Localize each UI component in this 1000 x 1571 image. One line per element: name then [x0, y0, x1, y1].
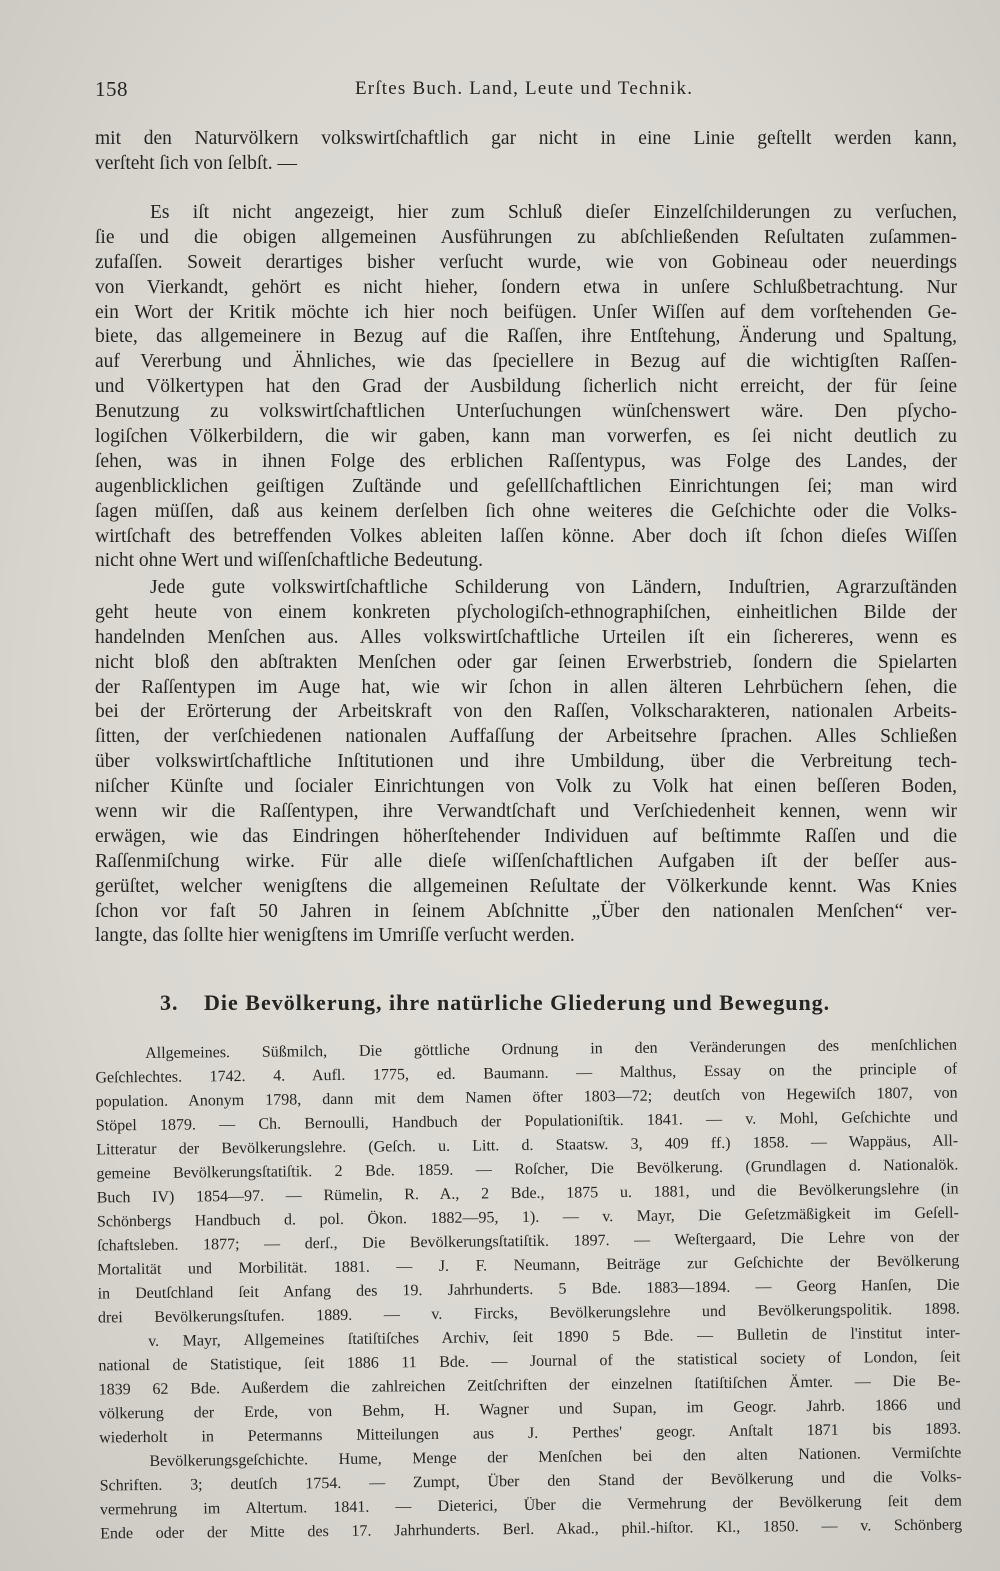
page-number: 158	[95, 77, 128, 101]
text-line: Jede gute volkswirtſchaftliche Schilderung von Ländern, Induſtrien, Agrarzuſtänden	[150, 577, 957, 598]
text-line: Buch IV) 1854—97. — Rümelin, R. A., 2 Bde., 1875 u. 1881, und die Bevölkerungslehre (in	[96, 1180, 959, 1207]
text-line: augenblicklichen geiſtigen Zuſtände und geſellſchaftlichen Einrichtungen ſei; man wird	[95, 475, 957, 497]
text-line: wenn wir die Raſſentypen, ihre Verwandtſchaft und Verſchiedenheit kennen, wenn wir	[95, 801, 957, 823]
text-line: ein Wort der Kritik möchte ich hier noch beifügen. Unſer Wiſſen auf dem vorſtehenden Ge-	[95, 301, 957, 323]
text-line: vermehrung im Altertum. 1841. — Dieterici, Über die Vermehrung der Bevölkerung ſeit dem	[99, 1492, 962, 1519]
text-line: Bevölkerungsgeſchichte. Hume, Menge der Menſchen bei den alten Nationen. Vermiſchte	[149, 1444, 962, 1470]
text-line: wirtſchaft des betreffenden Volkes ableiten laſſen könne. Aber doch iſt ſchon dieſes Wiſſen	[95, 525, 957, 547]
text-line: auf Vererbung und Ähnliches, wie das ſpeciellere in Bezug auf die wichtigſten Raſſen-	[95, 351, 957, 373]
text-line: ſitten, der verſchiedenen nationalen Auffaſſung der Arbeitsehre ſprachen. Alles Schließen	[95, 726, 957, 748]
text-line: von Vierkandt, gehört es nicht hieher, ſondern etwa in unſere Schlußbetrachtung. Nur	[95, 276, 957, 298]
text-line: ſehen, was in ihnen Folge des erblichen Raſſentypus, was Folge des Landes, der	[95, 450, 957, 472]
paragraph-continued	[95, 127, 957, 177]
text-line: gemeine Bevölkerungsſtatiſtik. 2 Bde. 1859. — Roſcher, Die Bevölkerung. (Grundlagen d. Nationalök.	[96, 1156, 959, 1183]
text-line: ſchon vor faſt 50 Jahren in ſeinem Abſchnitte „Über den nationalen Menſchen“ ver-	[95, 900, 957, 922]
text-line: Stöpel 1879. — Ch. Bernoulli, Handbuch der Populationiſtik. 1841. — v. Mohl, Geſchichte und	[95, 1108, 958, 1135]
text-line: v. Mayr, Allgemeines ſtatiſtiſches Archiv, ſeit 1890 5 Bde. — Bulletin de l'institut inter-	[148, 1324, 961, 1350]
text-line: nicht bloß den abſtrakten Menſchen oder gar ſeinen Erwerbstrieb, ſondern die Spielarten	[95, 651, 957, 673]
text-line: erwägen, wie das Eindringen höherſtehender Individuen auf beſtimmte Raſſen und die	[95, 825, 957, 847]
text-line: drei Bevölkerungsſtufen. 1889. — v. Fircks, Bevölkerungslehre und Bevölkerungspolitik. 1898.	[97, 1300, 960, 1327]
paragraph	[95, 201, 957, 574]
bibliography	[95, 1033, 962, 1546]
text-line: ſchaftsleben. 1877; — derſ., Die Bevölkerungsſtatiſtik. 1897. — Weſtergaard, Die Lehre von der	[97, 1228, 960, 1255]
text-line: verſteht ſich von ſelbſt. —	[95, 152, 297, 174]
text-line: Geſchlechtes. 1742. 4. Aufl. 1775, ed. Baumann. — Malthus, Essay on the principle of	[95, 1060, 958, 1087]
text-line: nicht ohne Wert und wiſſenſchaftliche Bedeutung.	[95, 550, 483, 572]
text-line: mit den Naturvölkern volkswirtſchaftlich gar nicht in eine Linie geſtellt werden kann,	[95, 128, 957, 149]
bibliography-paragraph	[98, 1321, 961, 1450]
text-line: Benutzung zu volkswirtſchaftlichen Unterſuchungen wünſchenswert wäre. Den pſycho-	[95, 401, 957, 423]
text-line: biete, das allgemeinere in Bezug auf die Raſſen, ihre Entſtehung, Änderung und Spaltung,	[95, 326, 957, 348]
text-line: völkerung der Erde, von Behm, H. Wagner und Supan, im Geogr. Jahrb. 1866 und	[98, 1396, 961, 1423]
text-line: ſagen müſſen, daß aus keinem derſelben ſich ohne weiteres die Geſchichte oder die Volks-	[95, 500, 957, 522]
section-title: Die Bevölkerung, ihre natürliche Gliederung und Bewegung.	[204, 990, 831, 1015]
text-line: wiederholt in Petermanns Mitteilungen aus J. Perthes' geogr. Anſtalt 1871 bis 1893.	[99, 1420, 962, 1447]
text-line: 1839 62 Bde. Außerdem die zahlreichen Zeitſchriften der einzelnen ſtatiſtiſchen Ämter. — Die Be-	[98, 1372, 961, 1399]
text-line: langte, das ſollte hier wenigſtens im Umriſſe verſucht werden.	[95, 925, 575, 947]
section-heading	[160, 988, 900, 1018]
bibliography-paragraph	[99, 1441, 962, 1546]
paragraph	[95, 576, 957, 949]
text-line: zufaſſen. Soweit derartiges bisher verſucht wurde, wie von Gobineau oder neuerdings	[95, 251, 957, 273]
text-line: ſie und die obigen allgemeinen Ausführungen zu abſchließenden Reſultaten zuſammen-	[95, 226, 957, 248]
text-line: Ende oder der Mitte des 17. Jahrhunderts. Berl. Akad., phil.-hiſtor. Kl., 1850. — v. Schönberg	[100, 1516, 963, 1543]
section-number: 3.	[160, 990, 179, 1015]
text-line: in Deutſchland ſeit Anfang des 19. Jahrhunderts. 5 Bde. 1883—1894. — Georg Hanſen, Die	[97, 1276, 960, 1303]
text-line: Es iſt nicht angezeigt, hier zum Schluß dieſer Einzelſchilderungen zu verſuchen,	[150, 202, 957, 223]
text-line: Schriften. 3; deutſch 1754. — Zumpt, Über den Stand der Bevölkerung und die Volks-	[99, 1468, 962, 1495]
text-line: gerüſtet, welcher wenigſtens die allgemeinen Reſultate der Völkerkunde kennt. Was Knies	[95, 875, 957, 897]
running-header	[95, 74, 957, 104]
text-line: und Völkertypen hat den Grad der Ausbildung ſicherlich nicht erreicht, der für ſeine	[95, 376, 957, 398]
bibliography-paragraph	[95, 1033, 960, 1330]
text-line: niſcher Künſte und ſocialer Einrichtungen von Volk zu Volk hat einen beſſeren Boden,	[95, 776, 957, 798]
text-line: population. Anonym 1798, dann mit dem Namen öfter 1803—72; deutſch von Hegewiſch 1807, von	[95, 1084, 958, 1111]
text-line: Allgemeines. Süßmilch, Die göttliche Ordnung in den Veränderungen des menſchlichen	[145, 1036, 958, 1062]
text-line: handelnden Menſchen aus. Alles volkswirtſchaftliche Urteilen iſt ein ſichereres, wenn es	[95, 626, 957, 648]
text-line: national de Statistique, ſeit 1886 11 Bde. — Journal of the statistical society of London, ſeit	[98, 1348, 961, 1375]
text-line: geht heute von einem konkreten pſychologiſch-ethnographiſchen, einheitlichen Bilde der	[95, 601, 957, 623]
text-line: logiſchen Völkerbildern, die wir gaben, kann man vorwerfen, es ſei nicht deutlich zu	[95, 426, 957, 448]
text-line: Mortalität und Morbilität. 1881. — J. F. Neumann, Beiträge zur Geſchichte der Bevölkerung	[97, 1252, 960, 1279]
text-line: bei der Erörterung der Arbeitskraft von den Raſſen, Volkscharakteren, nationalen Arbeits-	[95, 701, 957, 723]
text-line: der Raſſentypen im Auge hat, wie wir ſchon in allen älteren Lehrbüchern ſehen, die	[95, 676, 957, 698]
text-line: Litteratur der Bevölkerungslehre. (Geſch. u. Litt. d. Staatsw. 3, 409 ff.) 1858. — Wappäus, All-	[96, 1132, 959, 1159]
running-title: Erſtes Buch. Land, Leute und Technik.	[355, 78, 694, 99]
text-line: Schönbergs Handbuch d. pol. Ökon. 1882—95, 1). — v. Mayr, Die Geſetzmäßigkeit im Geſell-	[96, 1204, 959, 1231]
text-line: über volkswirtſchaftliche Inſtitutionen und ihre Umbildung, über die Verbreitung tech-	[95, 751, 957, 773]
text-line: Raſſenmiſchung wirke. Für alle dieſe wiſſenſchaftlichen Aufgaben iſt der beſſer aus-	[95, 850, 957, 872]
